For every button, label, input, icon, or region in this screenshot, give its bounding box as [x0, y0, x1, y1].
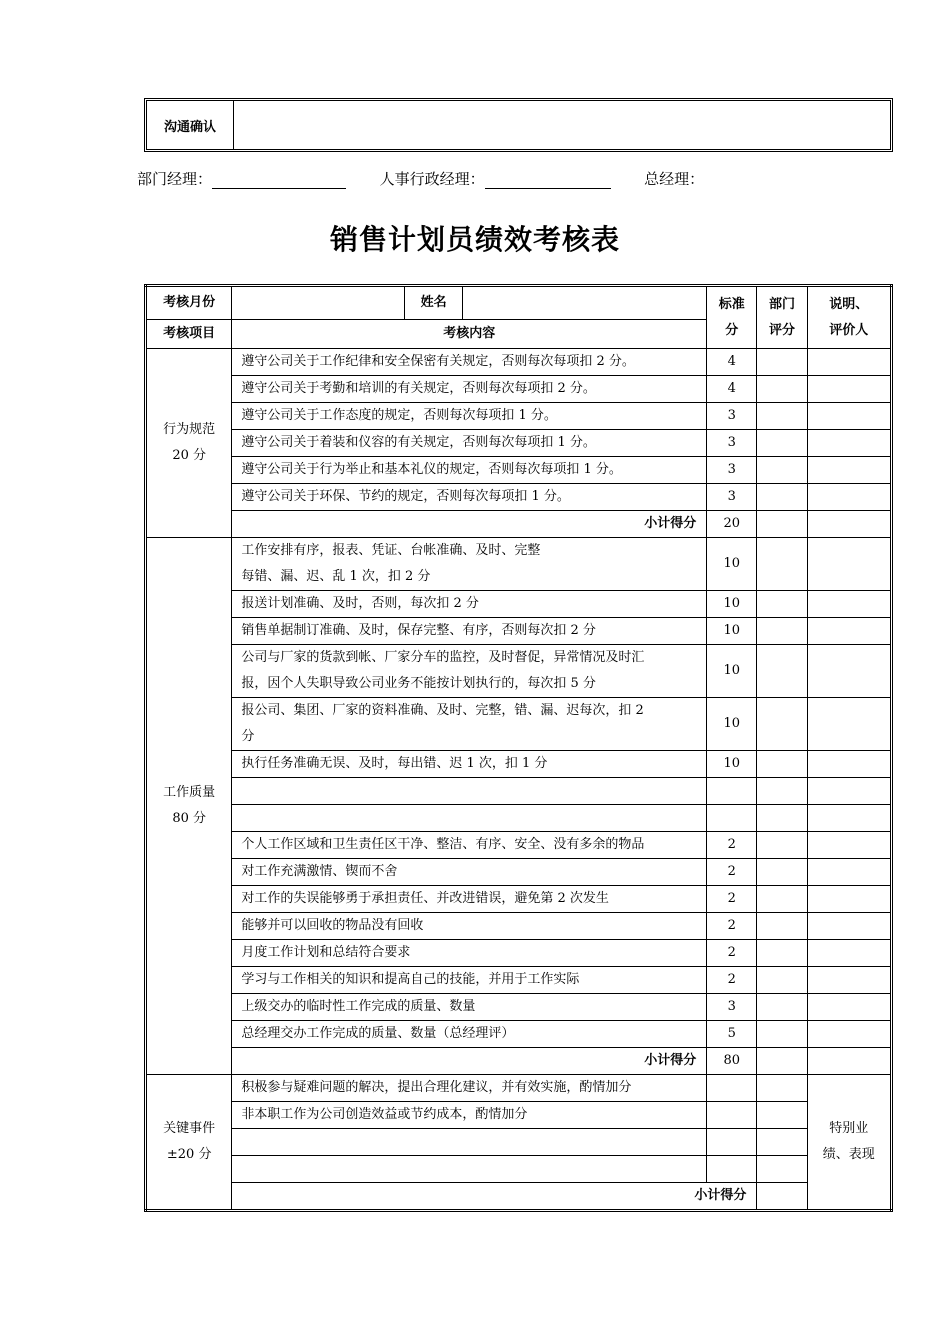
table-row: [146, 967, 892, 994]
criterion-text: 月度工作计划和总结符合要求: [241, 945, 411, 960]
table-row: [146, 751, 892, 778]
dept-score-cell[interactable]: [757, 457, 807, 484]
dept-score-cell[interactable]: [757, 1156, 807, 1183]
dept-score-cell[interactable]: [757, 994, 807, 1021]
criterion-text: 总经理交办工作完成的质量、数量（总经理评）: [241, 1026, 515, 1041]
criterion-content: [232, 645, 707, 698]
subtotal-row: [146, 1048, 892, 1075]
standard-score: 10: [707, 591, 757, 618]
remark-line1: 特别业: [829, 1121, 869, 1136]
communication-confirm-field[interactable]: [234, 101, 890, 149]
remark-cell[interactable]: [807, 591, 891, 618]
dept-score-cell[interactable]: [757, 591, 807, 618]
dept-score-cell[interactable]: [757, 403, 807, 430]
criterion-content: [232, 1102, 707, 1129]
criterion-text: 积极参与疑难问题的解决，提出合理化建议，并有效实施，酌情加分: [241, 1080, 632, 1095]
criterion-content: [232, 994, 707, 1021]
criterion-text: 能够并可以回收的物品没有回收: [241, 918, 424, 933]
criterion-text: 报公司、集团、厂家的资料准确、及时、完整，错、漏、迟每次，扣 2: [241, 703, 644, 718]
remark-header-line1: 说明、: [829, 296, 869, 312]
section-name-line2: 20 分: [172, 448, 207, 463]
dept-score-cell[interactable]: [757, 645, 807, 698]
dept-score-cell[interactable]: [757, 859, 807, 886]
subtotal-value: 20: [707, 511, 757, 538]
criterion-content: [232, 751, 707, 778]
table-row: [146, 805, 892, 832]
remark-cell[interactable]: [807, 994, 891, 1021]
standard-score: 4: [707, 349, 757, 376]
criterion-text: 上级交办的临时性工作完成的质量、数量: [241, 999, 476, 1014]
remark-cell[interactable]: [807, 430, 891, 457]
section-name-line2: 80 分: [172, 811, 207, 826]
standard-score: [707, 1129, 757, 1156]
standard-score: 2: [707, 913, 757, 940]
criterion-content: [232, 1129, 707, 1156]
subtotal-row: [146, 511, 892, 538]
remark-cell[interactable]: [807, 1021, 891, 1048]
dept-score-cell[interactable]: [757, 698, 807, 751]
standard-score: [707, 1102, 757, 1129]
remark-cell[interactable]: [807, 538, 891, 591]
criterion-text: 工作安排有序，报表、凭证、台帐准确、及时、完整: [241, 543, 541, 558]
standard-score: 3: [707, 457, 757, 484]
remark-cell[interactable]: [807, 859, 891, 886]
dept-score-cell[interactable]: [757, 805, 807, 832]
dept-score-cell[interactable]: [757, 1021, 807, 1048]
section-name-line1: 关键事件: [163, 1121, 216, 1136]
criterion-content: [232, 349, 707, 376]
std-score-header-line1: 标准: [718, 296, 745, 312]
criterion-text: 遵守公司关于考勤和培训的有关规定，否则每次每项扣 2 分。: [241, 381, 596, 396]
criterion-text: 学习与工作相关的知识和提高自己的技能，并用于工作实际: [241, 972, 580, 987]
criterion-content: [232, 698, 707, 751]
criterion-text: 遵守公司关于着装和仪容的有关规定，否则每次每项扣 1 分。: [241, 435, 596, 450]
standard-score: [707, 1075, 757, 1102]
table-row: [146, 538, 892, 591]
table-row: [146, 1075, 892, 1102]
remark-cell[interactable]: [807, 886, 891, 913]
standard-score: 5: [707, 1021, 757, 1048]
remark-cell[interactable]: [807, 1048, 891, 1075]
signature-row: [137, 168, 704, 189]
remark-cell[interactable]: [807, 403, 891, 430]
remark-cell[interactable]: [807, 376, 891, 403]
subtotal-value[interactable]: [757, 1183, 807, 1211]
table-row: [146, 859, 892, 886]
remark-cell[interactable]: [807, 349, 891, 376]
standard-score: 3: [707, 430, 757, 457]
dept-score-cell[interactable]: [757, 1129, 807, 1156]
std-score-header: [707, 286, 757, 349]
dept-score-cell[interactable]: [757, 967, 807, 994]
section-name: [146, 538, 232, 1075]
table-row: [146, 1102, 892, 1129]
dept-score-cell[interactable]: [757, 1102, 807, 1129]
criterion-content: [232, 886, 707, 913]
remark-header-line2: 评价人: [829, 322, 869, 338]
dept-manager-label: 部门经理：: [137, 170, 213, 188]
table-row: [146, 430, 892, 457]
dept-score-cell[interactable]: [757, 886, 807, 913]
criterion-content: [232, 618, 707, 645]
criterion-text: 个人工作区域和卫生责任区干净、整洁、有序、安全、没有多余的物品: [241, 837, 645, 852]
criterion-text: 对工作充满激情、锲而不舍: [241, 864, 398, 879]
section-name-line1: 行为规范: [163, 422, 216, 437]
criterion-text: 对工作的失误能够勇于承担责任、并改进错误，避免第 2 次发生: [241, 891, 609, 906]
table-row: [146, 832, 892, 859]
remark-cell[interactable]: [807, 645, 891, 698]
dept-score-cell[interactable]: [757, 913, 807, 940]
criterion-content: [232, 591, 707, 618]
content-header: 考核内容: [232, 320, 707, 349]
criterion-content: [232, 538, 707, 591]
standard-score: [707, 778, 757, 805]
dept-manager-signature-line[interactable]: [212, 172, 346, 189]
remark-cell[interactable]: [807, 457, 891, 484]
table-row: [146, 778, 892, 805]
criterion-content: [232, 832, 707, 859]
month-label: 考核月份: [146, 286, 232, 320]
criterion-content: [232, 484, 707, 511]
dept-score-cell[interactable]: [757, 940, 807, 967]
standard-score: 4: [707, 376, 757, 403]
standard-score: 2: [707, 886, 757, 913]
hr-manager-label: 人事行政经理：: [379, 170, 485, 188]
criterion-content: [232, 805, 707, 832]
table-row: [146, 403, 892, 430]
remark-cell[interactable]: [807, 618, 891, 645]
standard-score: 10: [707, 618, 757, 645]
table-row: [146, 994, 892, 1021]
table-row: [146, 940, 892, 967]
criterion-text: 公司与厂家的货款到帐、厂家分车的监控，及时督促，异常情况及时汇: [241, 650, 645, 665]
standard-score: 3: [707, 994, 757, 1021]
remark-cell[interactable]: [807, 1075, 891, 1211]
dept-score-cell[interactable]: [757, 349, 807, 376]
standard-score: 10: [707, 698, 757, 751]
table-row: [146, 1021, 892, 1048]
remark-cell[interactable]: [807, 967, 891, 994]
dept-score-cell[interactable]: [757, 751, 807, 778]
assessment-table: [144, 284, 893, 1212]
criterion-content: [232, 967, 707, 994]
remark-line2: 绩、表现: [822, 1147, 875, 1162]
remark-cell[interactable]: [807, 913, 891, 940]
criterion-text: 执行任务准确无误、及时，每出错、迟 1 次，扣 1 分: [241, 756, 548, 771]
criterion-text: 遵守公司关于环保、节约的规定，否则每次每项扣 1 分。: [241, 489, 570, 504]
subtotal-label: 小计得分: [232, 1183, 757, 1211]
standard-score: [707, 805, 757, 832]
section-name-line2: ±20 分: [166, 1147, 212, 1162]
standard-score: 10: [707, 538, 757, 591]
std-score-header-line2: 分: [725, 322, 739, 338]
dept-score-cell[interactable]: [757, 778, 807, 805]
criterion-content: [232, 457, 707, 484]
standard-score: 3: [707, 484, 757, 511]
table-row: [146, 457, 892, 484]
name-field[interactable]: [463, 286, 707, 320]
remark-cell[interactable]: [807, 805, 891, 832]
remark-cell[interactable]: [807, 940, 891, 967]
name-label: 姓名: [405, 286, 463, 320]
dept-score-header: [757, 286, 807, 349]
section-name: [146, 1075, 232, 1211]
criterion-content: [232, 859, 707, 886]
standard-score: 2: [707, 967, 757, 994]
table-row: [146, 591, 892, 618]
criterion-text: 遵守公司关于工作态度的规定，否则每次每项扣 1 分。: [241, 408, 557, 423]
remark-cell[interactable]: [807, 511, 891, 538]
criterion-content: [232, 430, 707, 457]
remark-header: [807, 286, 891, 349]
standard-score: 10: [707, 751, 757, 778]
criterion-text: 报送计划准确、及时，否则，每次扣 2 分: [241, 596, 479, 611]
table-row: [146, 484, 892, 511]
criterion-content: [232, 403, 707, 430]
standard-score: 2: [707, 859, 757, 886]
general-manager-label: 总经理：: [644, 170, 705, 188]
table-row: [146, 1129, 892, 1156]
month-field[interactable]: [232, 286, 405, 320]
subtotal-row: [146, 1183, 892, 1211]
criterion-content: [232, 1156, 707, 1183]
dept-score-cell[interactable]: [757, 484, 807, 511]
table-row: [146, 376, 892, 403]
criterion-text: 销售单据制订准确、及时，保存完整、有序，否则每次扣 2 分: [241, 623, 596, 638]
dept-score-cell[interactable]: [757, 832, 807, 859]
criterion-text: 遵守公司关于行为举止和基本礼仪的规定，否则每次每项扣 1 分。: [241, 462, 622, 477]
item-header: 考核项目: [146, 320, 232, 349]
dept-score-cell[interactable]: [757, 430, 807, 457]
dept-score-cell[interactable]: [757, 1075, 807, 1102]
dept-score-header-line2: 评分: [768, 322, 795, 338]
dept-score-cell[interactable]: [757, 538, 807, 591]
table-row: [146, 349, 892, 376]
remark-cell[interactable]: [807, 751, 891, 778]
table-row: [146, 886, 892, 913]
dept-score-cell[interactable]: [757, 1048, 807, 1075]
criterion-text-line2: 分: [241, 729, 255, 744]
section-name-line1: 工作质量: [163, 785, 216, 800]
standard-score: 2: [707, 940, 757, 967]
dept-score-cell[interactable]: [757, 511, 807, 538]
criterion-content: [232, 940, 707, 967]
subtotal-value: 80: [707, 1048, 757, 1075]
remark-cell[interactable]: [807, 484, 891, 511]
dept-score-header-line1: 部门: [768, 296, 795, 312]
subtotal-label: 小计得分: [232, 511, 707, 538]
criterion-content: [232, 1021, 707, 1048]
standard-score: 2: [707, 832, 757, 859]
table-row: [146, 1156, 892, 1183]
subtotal-label: 小计得分: [232, 1048, 707, 1075]
remark-cell[interactable]: [807, 832, 891, 859]
criterion-text: 非本职工作为公司创造效益或节约成本，酌情加分: [241, 1107, 528, 1122]
dept-score-cell[interactable]: [757, 376, 807, 403]
criterion-content: [232, 1075, 707, 1102]
table-row: [146, 645, 892, 698]
dept-score-cell[interactable]: [757, 618, 807, 645]
communication-confirm-label: 沟通确认: [147, 101, 234, 149]
table-row: [146, 913, 892, 940]
standard-score: 3: [707, 403, 757, 430]
section-name: [146, 349, 232, 538]
remark-cell[interactable]: [807, 698, 891, 751]
standard-score: [707, 1156, 757, 1183]
criterion-text-line2: 报，因个人失职导致公司业务不能按计划执行的，每次扣 5 分: [241, 676, 596, 691]
hr-manager-signature-line[interactable]: [485, 172, 611, 189]
table-row: [146, 618, 892, 645]
form-title: 销售计划员绩效考核表: [329, 223, 620, 256]
remark-cell[interactable]: [807, 778, 891, 805]
criterion-text-line2: 每错、漏、迟、乱 1 次，扣 2 分: [241, 569, 431, 584]
table-row: [146, 698, 892, 751]
criterion-content: [232, 778, 707, 805]
criterion-content: [232, 376, 707, 403]
criterion-content: [232, 913, 707, 940]
communication-confirm-box: [144, 98, 893, 152]
criterion-text: 遵守公司关于工作纪律和安全保密有关规定，否则每次每项扣 2 分。: [241, 354, 635, 369]
standard-score: 10: [707, 645, 757, 698]
